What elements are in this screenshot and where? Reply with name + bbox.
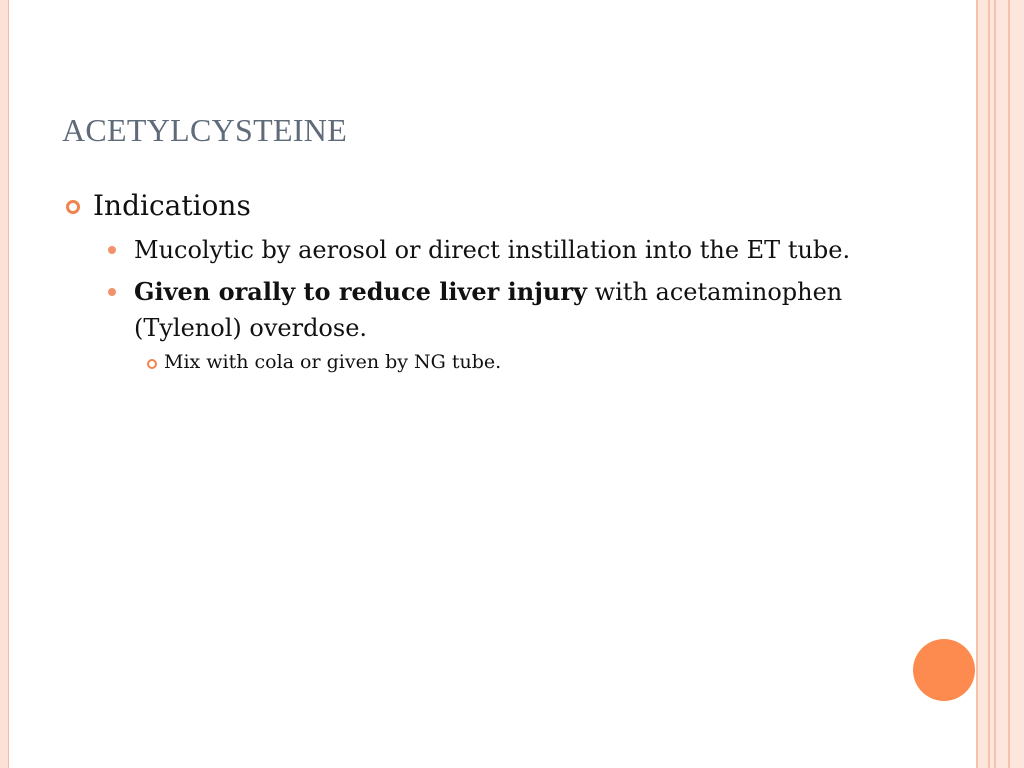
bullet-level-2 (62, 274, 922, 346)
bullet-text: with acetaminophen (Tylenol) overdose. (134, 278, 843, 342)
bullet-level-1 (62, 186, 922, 226)
right-stripe (1010, 0, 1024, 768)
dot-bullet-icon (108, 288, 116, 296)
left-border-decoration (0, 0, 9, 768)
right-stripe (978, 0, 988, 768)
dot-bullet-icon (108, 246, 116, 254)
slide-title: ACETYLCYSTEINE (62, 112, 348, 148)
bullet-text: Indications (93, 189, 251, 222)
bullet-text: Mucolytic by aerosol or direct instillation into the ET tube. (134, 236, 851, 264)
bullet-level-2 (62, 232, 922, 268)
ring-bullet-icon (66, 200, 80, 214)
bullet-level-3 (62, 348, 922, 376)
bullet-bold-text: Given orally to reduce liver injury (134, 277, 587, 306)
slide-content (62, 186, 922, 376)
right-stripe (996, 0, 1008, 768)
bullet-list-level-2 (62, 232, 922, 346)
bullet-text: Mix with cola or given by NG tube. (164, 351, 502, 373)
orange-circle-decoration (913, 639, 975, 701)
small-ring-bullet-icon (147, 359, 157, 369)
